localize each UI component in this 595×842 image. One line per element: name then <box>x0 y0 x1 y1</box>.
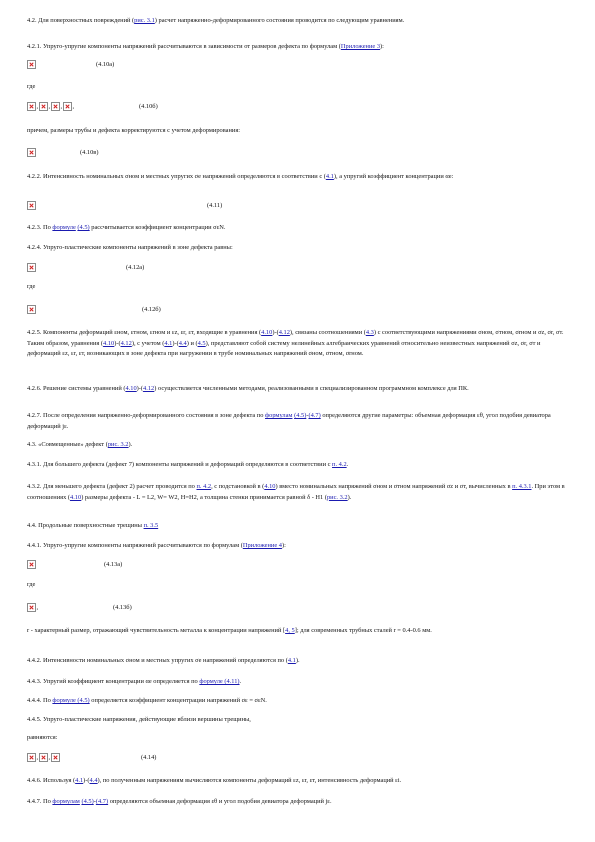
formula-row <box>27 60 136 72</box>
paragraph <box>27 677 572 688</box>
paragraph-text: ), по полученным напряжениям вычисляются компоненты деформаций εz, εr, εт, интенсивность деформаций εi. <box>97 777 402 784</box>
paragraph-text: 4.3.1. Для большего дефекта (дефект 7) компоненты напряжений и деформаций определяются в соответствии с <box>27 461 333 468</box>
reference-link[interactable]: 4.5 <box>197 339 206 347</box>
paragraph-text: , с подстановкой в ( <box>211 483 265 490</box>
paragraph-text: ) и ( <box>186 339 198 347</box>
paragraph <box>27 42 572 53</box>
paragraph <box>27 541 572 552</box>
paragraph-text: ]; для современных трубных сталей r = 0.4-0.6 мм. <box>294 627 432 634</box>
paragraph-text: . <box>346 461 349 468</box>
paragraph <box>27 243 572 254</box>
reference-link[interactable]: 4.10 <box>103 339 115 347</box>
paragraph-text: 4.4.4. По <box>27 697 53 704</box>
reference-link[interactable]: 4.10 <box>125 385 137 392</box>
paragraph <box>27 696 572 707</box>
paragraph <box>27 656 572 667</box>
paragraph-text: )-( <box>272 329 279 336</box>
reference-link[interactable]: формуле (4.5) <box>52 697 90 704</box>
paragraph <box>27 521 572 532</box>
paragraph <box>27 82 572 93</box>
paragraph-text: ) размеры дефекта - L = L2, W= W2, H=H2, а толщина стенки принимается равной δ - H1 ( <box>81 493 327 501</box>
paragraph <box>27 733 572 744</box>
formula-separator: , <box>72 103 75 110</box>
equation-number: (4.12б) <box>142 306 161 313</box>
reference-link[interactable]: п. 3.5 <box>143 522 159 529</box>
paragraph-text: 4.4.2. Интенсивности номинальных σном и местных упругих σе напряжений определяются по ( <box>27 657 288 664</box>
paragraph-text: 4.4.3. Упругий коэффициент концентрации αе определяется по <box>27 678 200 685</box>
paragraph-text: 4.2.2. Интенсивность номинальных σном и местных упругих σе напряжений определяются в соответствии с ( <box>27 173 326 180</box>
broken-image-icon <box>27 263 36 272</box>
paragraph-text: 4.2.3. По <box>27 224 53 231</box>
formula-row <box>27 305 182 317</box>
paragraph-text: 4.2. Для поверхностных повреждений ( <box>27 17 135 24</box>
paragraph-text: 4.3. «Совмещенные» дефект ( <box>27 441 108 448</box>
paragraph-text: 4.4.1. Упруго-упругие компоненты напряжений рассчитываются по формулам ( <box>27 542 243 549</box>
paragraph <box>27 580 572 591</box>
formula-separator: , <box>36 103 39 110</box>
formula-separator: , <box>36 754 39 761</box>
equation-number: (4.13б) <box>113 604 132 611</box>
reference-link[interactable]: рис. 3.1 <box>134 17 155 24</box>
paragraph-text: r - характерный размер, отражающий чувствительность металла к концентрации напряжений [ <box>27 627 286 634</box>
reference-link[interactable]: формуле <box>52 224 76 231</box>
paragraph <box>27 411 572 432</box>
formula-separator: , <box>48 103 51 110</box>
paragraph <box>27 482 572 503</box>
paragraph-text: 4.2.5. Компоненты деформаций εном, εтном, εrном и εz, εr, εт, входящие в уравнения ( <box>27 329 262 336</box>
formula-row <box>27 201 247 213</box>
reference-link[interactable]: 4.10 <box>261 329 273 336</box>
reference-link[interactable]: 4.1 <box>164 339 173 347</box>
paragraph-text: ), а упругий коэффициент концентрации αе: <box>333 173 454 180</box>
reference-link[interactable]: (4.5) <box>81 798 94 805</box>
formula-row <box>27 102 179 114</box>
formula-row <box>27 603 153 615</box>
reference-link[interactable]: 4.4 <box>178 339 187 347</box>
reference-link[interactable]: 4.10 <box>264 483 276 490</box>
reference-link[interactable]: п. 4.2 <box>196 483 212 490</box>
reference-link[interactable]: Приложение 3 <box>340 43 381 50</box>
paragraph <box>27 460 572 471</box>
paragraph <box>27 223 572 234</box>
paragraph-text: )-( <box>114 339 121 347</box>
broken-image-icon <box>48 753 60 762</box>
paragraph-text: . При этом в соотношениях ( <box>27 483 565 501</box>
paragraph-text: . <box>239 678 242 685</box>
paragraph-text: 4.4.7. По <box>27 798 53 805</box>
reference-link[interactable]: рис. 3.2 <box>107 441 129 448</box>
paragraph-text: - <box>93 798 96 805</box>
reference-link[interactable]: 4.1 <box>287 657 296 664</box>
paragraph-text: 4.2.4. Упруго-пластические компоненты напряжений в зоне дефекта равны: <box>27 244 233 251</box>
paragraph-text: 4.2.7. После определения напряженно-деформированного состояния в зоне дефекта по <box>27 412 265 419</box>
paragraph-text: )-( <box>172 339 179 347</box>
broken-image-icon <box>27 201 36 210</box>
paragraph-text: )-( <box>83 777 90 784</box>
paragraph-text: 4.4.5. Упруго-пластические напряжения, действующие вблизи вершины трещины, <box>27 716 251 723</box>
paragraph-text: ) расчет напряженно-деформированного состояния проводится по следующим уравнениям. <box>154 17 405 24</box>
reference-link[interactable]: формуле (4.11) <box>199 678 240 685</box>
equation-number: (4.11) <box>207 202 223 209</box>
paragraph-text: ). <box>295 657 300 664</box>
broken-image-icon <box>27 102 36 111</box>
formula-row <box>27 148 120 160</box>
paragraph <box>27 328 572 360</box>
broken-image-icon <box>27 305 36 314</box>
reference-link[interactable]: (4.7) <box>95 798 109 805</box>
paragraph <box>27 172 572 183</box>
reference-link[interactable]: 4.12 <box>120 339 132 347</box>
paragraph-text: определяются объемная деформация εθ и угол подобия девиатора деформаций jε. <box>108 798 332 805</box>
reference-link[interactable]: (4.5) <box>294 412 307 419</box>
paragraph-text: 4.2.1. Упруго-упругие компоненты напряжений рассчитываются в зависимости от размеров дефекта по формулам ( <box>27 43 341 50</box>
reference-link[interactable]: Приложение 4 <box>242 542 282 549</box>
paragraph <box>27 715 572 726</box>
paragraph-text: причем, размеры трубы и дефекта корректируются с учетом деформирования: <box>27 127 241 134</box>
paragraph <box>27 16 572 27</box>
paragraph-text: ) с соответствующими напряжениями σном, σтном, σrном и σz, σr, σт. Таким образом, уравнения ( <box>27 329 564 347</box>
paragraph-text: ), представляют собой систему нелинейных алгебраических уравнений относительно неизвестных напряжений σz, σr, σт и деформаций εz, εr, εт, возникающих в зоне дефекта при нагружении в трубе номинальных напряжений σном, σтном, σrном. <box>27 339 541 357</box>
reference-link[interactable]: 4.12 <box>143 385 155 392</box>
paragraph-text: ). <box>128 441 133 448</box>
reference-link[interactable]: 4.3 <box>365 329 374 336</box>
paragraph-text: равняются: <box>27 734 58 741</box>
equation-number: (4.10а) <box>96 61 115 68</box>
reference-link[interactable]: формулам <box>265 412 293 419</box>
paragraph-text: 4.3.2. Для меньшего дефекта (дефект 2) расчет проводится по <box>27 483 197 490</box>
paragraph-text: где <box>27 283 36 290</box>
reference-link[interactable]: 4.12 <box>278 329 290 336</box>
formula-separator: , <box>36 604 39 611</box>
paragraph-text: ) осуществляется численными методами, реализованными в специализированном программном комплексе для ПК. <box>154 385 469 392</box>
paragraph <box>27 776 572 787</box>
paragraph-text: ), связаны соотношениями ( <box>289 329 366 336</box>
paragraph-text: определяется коэффициент концентрации напряжений σε = σεN. <box>89 697 267 704</box>
paragraph-text: где <box>27 83 36 90</box>
paragraph-text: ), с учетом ( <box>131 339 165 347</box>
equation-number: (4.10в) <box>80 149 99 156</box>
reference-link[interactable]: 4.1 <box>75 777 84 784</box>
paragraph-text: 4.4. Продольные поверхностные трещины <box>27 522 144 529</box>
reference-link[interactable]: 4.10 <box>70 493 82 501</box>
equation-number: (4.13а) <box>104 561 123 568</box>
broken-image-icon <box>27 148 36 157</box>
paragraph-text: где <box>27 581 36 588</box>
equation-number: (4.10б) <box>139 103 158 110</box>
paragraph <box>27 282 572 293</box>
reference-link[interactable]: (4.7) <box>308 412 321 419</box>
equation-number: (4.14) <box>141 754 157 761</box>
equation-number: (4.12а) <box>126 264 145 271</box>
paragraph <box>27 626 572 637</box>
reference-link[interactable]: формулам <box>52 798 80 805</box>
paragraph-text: ): <box>281 542 286 549</box>
formula-separator: , <box>60 103 63 110</box>
reference-link[interactable]: п. 4.3.1 <box>512 483 532 490</box>
broken-image-icon <box>27 753 36 762</box>
paragraph-text: рассчитывается коэффициент концентрации σεN. <box>89 224 226 231</box>
formula-row <box>27 753 181 765</box>
broken-image-icon <box>27 560 36 569</box>
formula-separator: , <box>48 754 51 761</box>
formula-row <box>27 560 144 572</box>
broken-image-icon <box>36 102 48 111</box>
paragraph-text: 4.2.6. Решение системы уравнений ( <box>27 385 126 392</box>
paragraph-text: 4.4.6. Используя ( <box>27 777 76 784</box>
paragraph-text: ). <box>347 493 352 501</box>
broken-image-icon <box>60 102 72 111</box>
reference-link[interactable]: 4.4 <box>89 777 98 784</box>
reference-link[interactable]: 4, 5 <box>285 627 295 634</box>
paragraph-text: - <box>306 412 309 419</box>
paragraph-text: ): <box>380 43 384 50</box>
reference-link[interactable]: (4.5) <box>77 224 90 231</box>
paragraph <box>27 440 572 451</box>
paragraph-text: )-( <box>136 385 144 392</box>
paragraph <box>27 126 572 137</box>
paragraph <box>27 384 572 395</box>
broken-image-icon <box>27 60 36 69</box>
reference-link[interactable]: рис. 3.2 <box>326 493 348 501</box>
formula-row <box>27 263 166 275</box>
broken-image-icon <box>36 753 48 762</box>
broken-image-icon <box>27 603 36 612</box>
paragraph-text: ) вместо номинальных напряжений σном и σтном напряжений σz и σт, вычисленных в <box>275 483 513 490</box>
reference-link[interactable]: п. 4.2 <box>332 461 347 468</box>
reference-link[interactable]: 4.1 <box>325 173 334 180</box>
broken-image-icon <box>48 102 60 111</box>
paragraph-text: определяются другие параметры: объемная деформация εθ, угол подобия девиатора деформаций jε. <box>27 412 551 430</box>
paragraph <box>27 797 572 808</box>
